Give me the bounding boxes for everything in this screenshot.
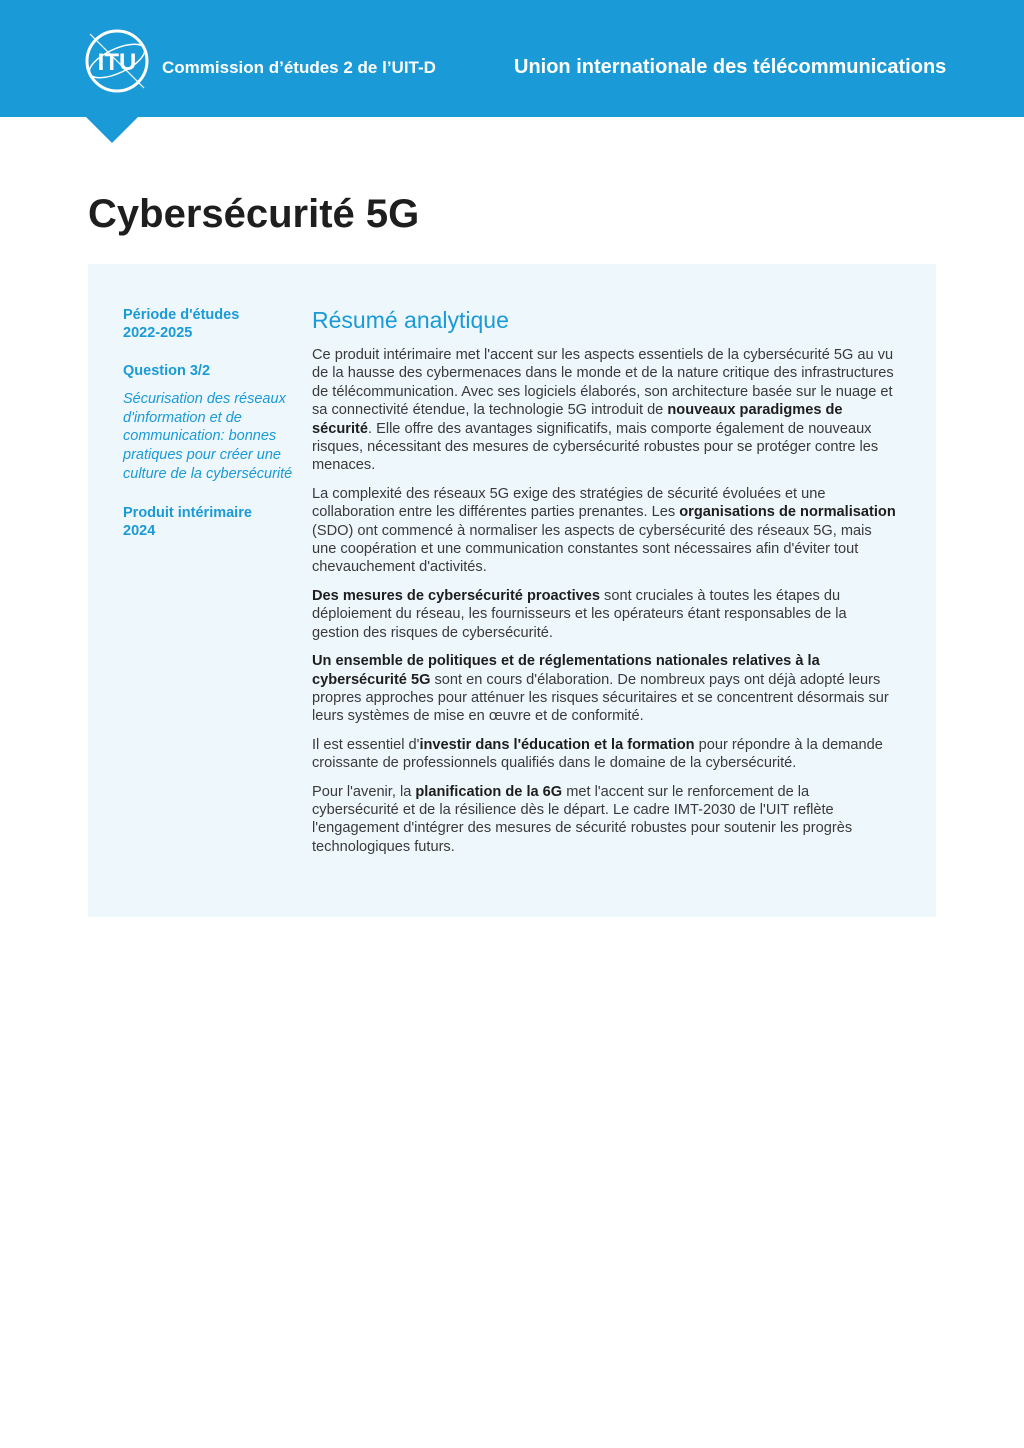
paragraph-5 <box>312 736 897 773</box>
paragraph-text: Ce produit intérimaire met l'accent sur les aspects essentiels de la cybersécurité 5G au vu de la hausse des cybermenaces dans le monde et de la nature critique des infrastructures de télécommunication. Avec ses logiciels élaborés, son architecture basée sur le nuage et sa connectivité étendue, la technologie 5G introduit de <box>312 347 894 419</box>
paragraph-1 <box>312 346 897 475</box>
paragraph-text: sont en cours d'élaboration. De nombreux pays ont déjà adopté leurs propres approches pour atténuer les risques sécuritaires et se concentrent désormais sur leurs systèmes de mise en œuvre et de conformité. <box>312 671 889 725</box>
paragraph-text: sont cruciales à toutes les étapes du déploiement du réseau, les fournisseurs et les opérateurs étant responsables de la gestion des risques de cybersécurité. <box>312 587 847 641</box>
product-year: 2024 <box>123 522 156 539</box>
paragraph-text: met l'accent sur le renforcement de la cybersécurité et de la résilience dès le départ. Le cadre IMT-2030 de l'UIT reflète l'engagement d'intégrer des mesures de sécurité robustes pour soutenir les progrès technologiques futurs. <box>312 783 853 855</box>
paragraph-4 <box>312 652 897 726</box>
paragraph-text: Il est essentiel d' <box>312 736 420 753</box>
paragraph-text: Pour l'avenir, la <box>312 783 416 800</box>
header-notch <box>86 117 138 143</box>
organization-name: Union internationale des télécommunications <box>514 56 947 78</box>
paragraph-emphasis: nouveaux paradigmes de sécurité <box>312 402 843 437</box>
paragraph-emphasis: Des mesures de cybersécurité proactives <box>312 587 600 604</box>
section-title: Résumé analytique <box>312 307 509 333</box>
paragraph-emphasis: investir dans l'éducation et la formation <box>419 736 695 753</box>
paragraph-emphasis: organisations de normalisation <box>679 504 896 521</box>
product-label: Produit intérimaire <box>123 504 252 521</box>
paragraph-2 <box>312 485 897 577</box>
question-label: Question 3/2 <box>123 363 211 379</box>
question-description: Sécurisation des réseaux d'information et de communication: bonnes pratiques pour créer une culture de la cybersécurité <box>123 391 293 482</box>
study-period-block <box>123 306 293 342</box>
logo-text: ITU <box>97 49 137 76</box>
sidebar <box>123 306 293 560</box>
paragraph-text: (SDO) ont commencé à normaliser les aspects de cybersécurité des réseaux 5G, mais une coopération et une communication constantes sont nécessaires afin d'éviter tout chevauchement d'activités. <box>312 522 872 576</box>
study-period-label: Période d'études <box>123 307 240 323</box>
paragraph-text: La complexité des réseaux 5G exige des stratégies de sécurité évoluées et une collaboration entre les différentes parties prenantes. Les <box>312 485 826 521</box>
summary-content <box>312 306 897 866</box>
study-period-value: 2022-2025 <box>123 325 193 341</box>
paragraph-3 <box>312 587 897 642</box>
study-group-label: Commission d’études 2 de l’UIT-D <box>162 58 436 77</box>
paragraph-6 <box>312 783 897 857</box>
paragraph-emphasis: Un ensemble de politiques et de réglementations nationales relatives à la cybersécurité 5G <box>312 653 820 688</box>
page-header <box>0 0 1024 117</box>
paragraph-text: pour répondre à la demande croissante de professionnels qualifiés dans le domaine de la cybersécurité. <box>312 736 883 772</box>
paragraph-text: . Elle offre des avantages significatifs, mais comporte également de nouveaux risques, nécessitant des mesures de cybersécurité robustes pour se protéger contre les menaces. <box>312 420 879 474</box>
paragraph-emphasis: planification de la 6G <box>415 783 563 800</box>
page-title: Cybersécurité 5G <box>88 192 420 236</box>
product-block <box>123 504 293 540</box>
itu-logo-icon <box>82 26 152 96</box>
question-block <box>123 362 293 484</box>
summary-panel <box>88 264 936 917</box>
